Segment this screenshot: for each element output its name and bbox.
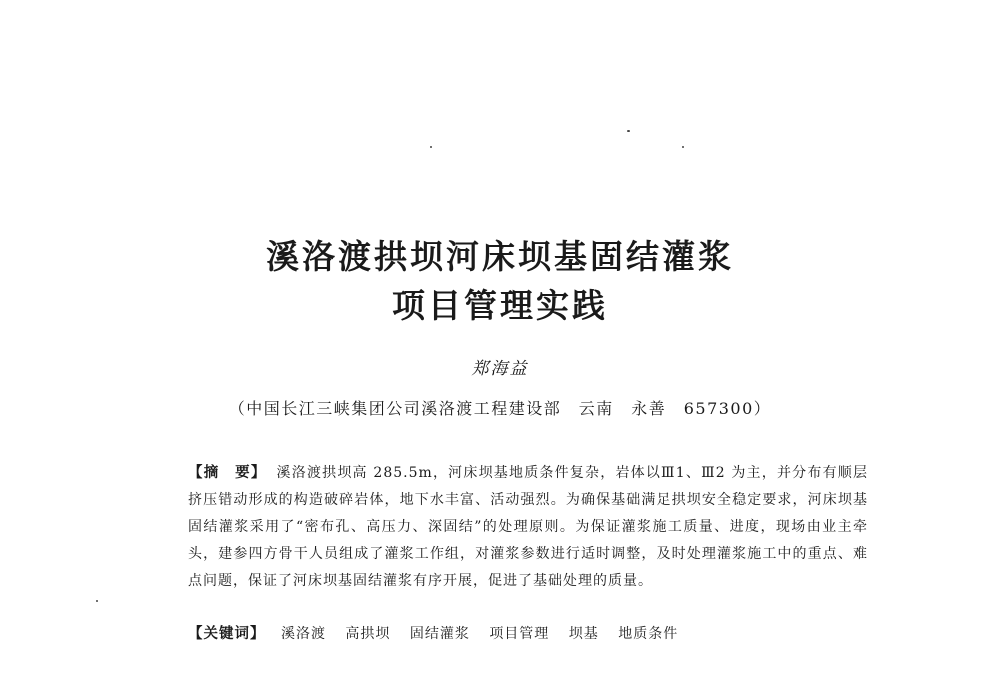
author-affiliation: （中国长江三峡集团公司溪洛渡工程建设部 云南 永善 657300） [228, 399, 772, 418]
abstract-text: 溪洛渡拱坝高 285.5m，河床坝基地质条件复杂，岩体以Ⅲ1、Ⅲ2 为主，并分布有顺层挤压错动形成的构造破碎岩体，地下水丰富、活动强烈。为确保基础满足拱坝安全稳定要求，河床坝基固结灌浆采用了“密布孔、高压力、深固结”的处理原则。为保证灌浆施工质量、进度，现场由业主牵头，建参四方骨干人员组成了灌浆工作组，对灌浆参数进行适时调整，及时处理灌浆施工中的重点、难点问题，保证了河床坝基固结灌浆有序开展，促进了基础处理的质量。 [188, 465, 868, 589]
keywords [188, 622, 868, 643]
scan-speck [627, 130, 630, 132]
scan-speck [96, 600, 98, 602]
keyword-item: 坝基 [568, 626, 599, 642]
keyword-item: 高拱坝 [345, 626, 391, 642]
keyword-item: 地质条件 [618, 626, 679, 642]
title-line-1: 溪洛渡拱坝河床坝基固结灌浆 [266, 237, 734, 276]
abstract-label: 【摘 要】 [188, 465, 267, 481]
scan-speck [682, 146, 684, 148]
author-name: 郑海益 [471, 359, 529, 379]
scan-speck [430, 146, 432, 148]
keyword-item: 溪洛渡 [280, 626, 326, 642]
title-line-2: 项目管理实践 [392, 286, 608, 325]
keyword-item: 固结灌浆 [409, 626, 470, 642]
paper-title [0, 232, 1000, 330]
keyword-item: 项目管理 [489, 626, 550, 642]
abstract [188, 460, 868, 595]
keywords-label: 【关键词】 [188, 626, 266, 642]
